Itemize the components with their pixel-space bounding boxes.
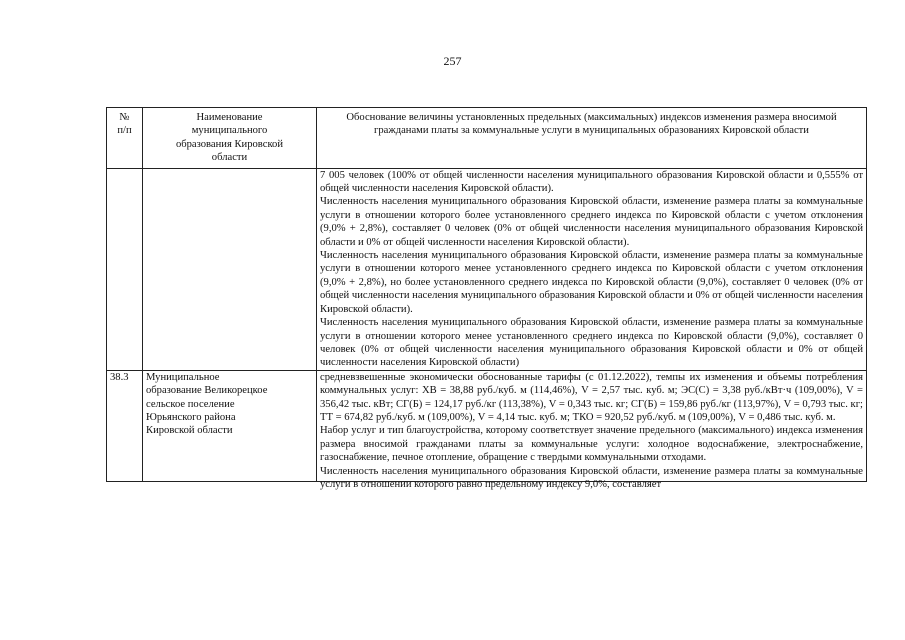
header-justification-cell xyxy=(317,108,867,169)
header-name-cell xyxy=(143,108,317,169)
justification-paragraph: Набор услуг и тип благоустройства, которому соответствует значение предельного (максимального) индекса изменения размера вносимой гражданами платы за коммунальные услуги: холодное водоснабжение, электроснабжение, газоснабжение, печное отопление, обращение с твердыми коммунальными отходами. xyxy=(320,425,863,464)
header-name-label: муниципального xyxy=(191,125,268,137)
page-number: 257 xyxy=(443,54,462,68)
row-name-cell xyxy=(143,168,317,370)
justification-paragraph: 7 005 человек (100% от общей численности населения муниципального образования Кировской области и 0,555% от общей численности населения Кировской области). xyxy=(320,169,863,195)
row-justification-cell xyxy=(317,370,867,490)
municipality-name-line: Муниципальное xyxy=(146,371,220,383)
table-header-row xyxy=(107,108,867,169)
header-number-label: № xyxy=(119,112,130,123)
header-name-label: области xyxy=(211,152,248,164)
index-justification-table xyxy=(106,107,867,490)
row-number-cell: 38.3 xyxy=(107,370,143,481)
municipality-name-line: сельское поселение xyxy=(146,398,235,410)
cut-off-paragraph-wrapper xyxy=(320,465,863,490)
header-number-cell xyxy=(107,108,143,169)
row-name-cell xyxy=(143,370,317,481)
header-name-label: образования Кировской xyxy=(175,138,284,150)
table-row xyxy=(107,370,867,481)
justification-paragraph: Численность населения муниципального образования Кировской области, изменение размера платы за коммунальные услуги в отношении которого более установленного среднего индекса по Кировской области с учетом отклонения (9,0% + 2,8%), составляет 0 человек (0% от общей численности населения муниципального образования Кировской области и 0% от общей численности населения Кировской области). xyxy=(320,196,863,248)
header-name-label: Наименование xyxy=(196,112,263,123)
justification-paragraph: Численность населения муниципального образования Кировской области, изменение размера платы за коммунальные услуги в отношении которого менее установленного среднего индекса по Кировской области с учетом отклонения (9,0% + 2,8%), но более установленного среднего индекса по Кировской области (9,0%), составляет 0 человек (0% от общей численности населения муниципального образования Кировской области и 0% от общей численности населения Кировской области). xyxy=(320,250,863,315)
justification-paragraph: Численность населения муниципального образования Кировской области, изменение размера платы за коммунальные услуги в отношении которого равно предельному индексу 9,0%, составляет xyxy=(320,465,863,490)
header-justification-label: Обоснование величины установленных предельных (максимальных) индексов изменения размера вносимой гражданами платы за коммунальные услуги в муниципальных образованиях Кировской области xyxy=(346,112,837,137)
justification-paragraph: средневзвешенные экономически обоснованные тарифы (с 01.12.2022), темпы их изменения и объемы потребления коммунальных услуг: ХВ = 38,88 руб./куб. м (114,46%), V = 2,57 тыс. куб. м; ЭС(С) = 3,38 руб./кВт·ч (109,00%), V = 356,42 тыс. кВт; СГ(Б) = 124,17 руб./кг (113,38%), V = 0,343 тыс. кг; СГ(Б) = 159,86 руб./кг (113,97%), V = 0,793 тыс. кг; ТТ = 674,82 руб./куб. м (109,00%), V = 4,14 тыс. куб. м; ТКО = 920,52 руб./куб. м (109,00%), V = 0,486 тыс. куб. м. xyxy=(320,371,863,423)
municipality-name-line: Кировской области xyxy=(146,425,233,437)
table-row xyxy=(107,168,867,370)
municipality-name-line: образование Великорецкое xyxy=(146,385,268,397)
row-justification-cell xyxy=(317,168,867,370)
justification-paragraph: Численность населения муниципального образования Кировской области, изменение размера платы за коммунальные услуги в отношении которого менее установленного среднего индекса по Кировской области (9,0%), составляет 0 человек (0% от общей численности населения муниципального образования Кировской области и 0% от общей численности населения Кировской области) xyxy=(320,317,863,369)
municipality-name-line: Юрьянского района xyxy=(146,411,236,423)
row-number-cell xyxy=(107,168,143,370)
header-number-label: п/п xyxy=(117,125,132,137)
